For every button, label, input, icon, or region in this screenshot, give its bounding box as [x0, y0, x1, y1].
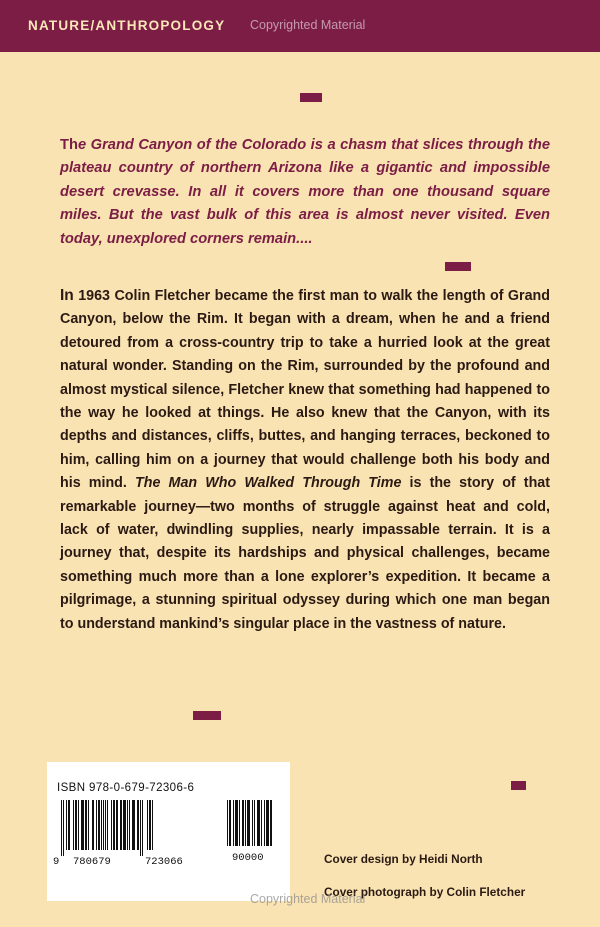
barcode-bar [257, 800, 260, 846]
barcode-digits-right: 723066 [145, 856, 183, 868]
barcode-bar [142, 800, 143, 856]
addon-barcode [219, 800, 281, 848]
intro-paragraph [60, 134, 550, 251]
intro-lead: Th [60, 137, 78, 153]
barcode-bar [63, 800, 64, 856]
barcode-bar [103, 800, 104, 850]
isbn-text: ISBN 978-0-679-72306-6 [57, 782, 195, 794]
barcode-bar [85, 800, 87, 850]
barcode-bar [68, 800, 70, 850]
barcode-bar [245, 800, 246, 846]
book-title: The Man Who Walked Through Time [135, 475, 402, 492]
barcode-bar [73, 800, 74, 850]
barcode-bar [96, 800, 97, 850]
barcode-bar [105, 800, 106, 850]
barcode-bar [127, 800, 128, 850]
barcode-bar [75, 800, 77, 850]
barcode-bar [66, 800, 67, 850]
barcode-digit-first: 9 [53, 856, 60, 868]
barcode-bar [78, 800, 79, 850]
barcode-bar [235, 800, 238, 846]
barcode-digits-left: 780679 [73, 856, 111, 868]
barcode-bar [149, 800, 151, 850]
barcode-bar [254, 800, 255, 846]
decorative-dash [511, 781, 526, 790]
cover-design-credit: Cover design by Heidi North [324, 852, 483, 866]
barcode-bar [113, 800, 115, 850]
body-lead: In [60, 287, 74, 304]
barcode-bar [261, 800, 262, 846]
cover-photo-credit: Cover photograph by Colin Fletcher [324, 885, 526, 899]
barcode-bar [81, 800, 84, 850]
decorative-dash [445, 262, 471, 271]
barcode-bar [98, 800, 100, 850]
decorative-dash [300, 93, 322, 102]
barcode-bar [129, 800, 130, 850]
body-part2: is the story of that remarkable journey—two months of struggle against heat and cold, lack of water, dwindling supplies, nearly impassable terrain. It is a journey that, despite its hardships and physical challenges, became something much more than a lone explorer’s expedition. It became a pilgrimage, a stunning spiritual odyssey during which one man began to understand mankind’s singular place in the vastness of nature. [60, 475, 551, 632]
watermark-top: Copyrighted Material [250, 18, 366, 32]
barcode-bar [137, 800, 139, 850]
barcode-bar [120, 800, 122, 850]
barcode-bar [270, 800, 272, 846]
barcode-bar [61, 800, 62, 856]
barcode-bar [132, 800, 135, 850]
barcode-bar [229, 800, 231, 846]
barcode-bar [92, 800, 94, 850]
barcode-bar [123, 800, 126, 850]
barcode-bar [88, 800, 89, 850]
barcode-bar [111, 800, 112, 850]
barcode-bar [101, 800, 102, 850]
barcode-bar [233, 800, 234, 846]
barcode-panel [47, 762, 290, 901]
barcode-bar [147, 800, 148, 850]
barcode-bar [140, 800, 141, 856]
barcode-bar [116, 800, 118, 850]
body-paragraph [60, 284, 550, 636]
barcode-bar [227, 800, 228, 846]
barcode-bar [107, 800, 108, 850]
barcode-bar [252, 800, 253, 846]
decorative-dash [193, 711, 221, 720]
ean-barcode [53, 800, 213, 856]
barcode-bar [152, 800, 153, 850]
barcode-bar [266, 800, 269, 846]
barcode-addon-digits: 90000 [232, 852, 264, 864]
category-label: NATURE/ANTHROPOLOGY [28, 18, 226, 33]
barcode-bar [239, 800, 240, 846]
barcode-bar [242, 800, 244, 846]
intro-text: e Grand Canyon of the Colorado is a chasm that slices through the plateau country of northern Arizona like a gigantic and impossible desert crevasse. In all it covers more than one thousand square miles. But the vast bulk of this area is almost never visited. Even today, unexplored corners remain.... [60, 137, 550, 247]
barcode-bar [247, 800, 250, 846]
watermark-bottom: Copyrighted Material [250, 892, 366, 906]
barcode-bar [264, 800, 265, 846]
body-part1: 1963 Colin Fletcher became the first man to walk the length of Grand Canyon, below the Rim. It began with a dream, when he and a friend detoured from a cross-country trip to take a hurried look at the great natural wonder. Standing on the Rim, surrounded by the profound and almost mystical silence, Fletcher knew that something had happened to the way he looked at things. He also knew that the Canyon, with its depths and distances, cliffs, buttes, and hanging terraces, beckoned to him, calling him on a journey that would challenge both his body and his mind. [60, 288, 550, 492]
